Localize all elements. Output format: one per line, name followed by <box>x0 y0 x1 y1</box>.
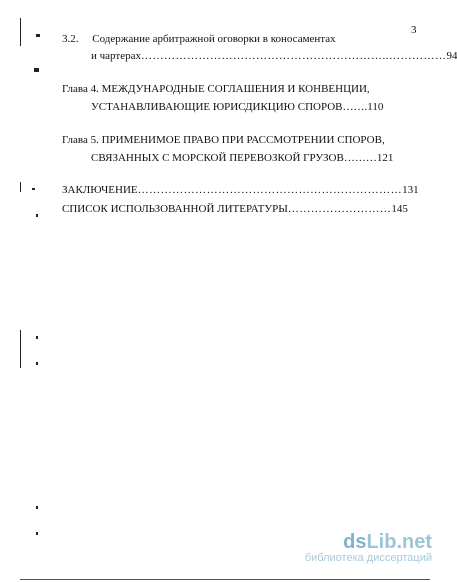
watermark-logo <box>305 532 432 552</box>
toc-bibliography <box>62 202 408 216</box>
toc-chapter-title-cont: СВЯЗАННЫХ С МОРСКОЙ ПЕРЕВОЗКОЙ ГРУЗОВ……… <box>91 152 377 164</box>
toc-chapter-5-line2 <box>91 151 393 165</box>
scan-artifact <box>36 506 38 509</box>
watermark <box>305 532 432 564</box>
toc-chapter-title: Глава 4. МЕЖДУНАРОДНЫЕ СОГЛАШЕНИЯ И КОНВЕНЦИИ, <box>62 83 370 95</box>
scan-artifact <box>20 330 21 368</box>
watermark-logo-ds: ds <box>343 531 367 553</box>
scan-artifact <box>36 336 38 339</box>
scan-artifact <box>36 34 40 37</box>
toc-chapter-title: Глава 5. ПРИМЕНИМОЕ ПРАВО ПРИ РАССМОТРЕНИИ СПОРОВ, <box>62 134 385 146</box>
toc-bibliography-label: СПИСОК ИСПОЛЬЗОВАННОЙ ЛИТЕРАТУРЫ <box>62 203 288 215</box>
toc-section-title: Содержание арбитражной оговорки в коносаментах <box>92 33 336 45</box>
scan-artifact <box>36 214 38 217</box>
watermark-logo-lib: Lib.net <box>366 531 432 553</box>
scan-artifact <box>36 362 38 365</box>
toc-page-number: 121 <box>376 152 394 164</box>
toc-leader-dots: ………………………………………………………..…………… <box>140 50 447 62</box>
toc-page-number: 94 <box>446 50 457 62</box>
page-number: 3 <box>411 24 417 36</box>
toc-leader-dots: …………………………………………………………… <box>137 184 403 196</box>
toc-conclusion-label: ЗАКЛЮЧЕНИЕ <box>62 184 138 196</box>
scan-artifact <box>20 182 21 192</box>
toc-chapter-title-cont: УСТАНАВЛИВАЮЩИЕ ЮРИСДИКЦИЮ СПОРОВ……. <box>91 101 368 113</box>
toc-chapter-4-line2 <box>91 100 383 114</box>
scan-bottom-edge <box>20 579 430 580</box>
watermark-tagline: библиотека диссертаций <box>304 552 432 564</box>
toc-page-number: 131 <box>402 184 419 196</box>
scan-artifact <box>36 532 38 535</box>
toc-conclusion <box>62 183 419 197</box>
scan-artifact <box>20 18 21 46</box>
toc-leader-dots: ……………………… <box>287 203 392 215</box>
toc-page-number: 110 <box>367 101 384 113</box>
toc-page-number: 145 <box>391 203 408 215</box>
toc-section-title-cont: и чартерах <box>91 50 141 62</box>
toc-chapter-4-line1 <box>62 82 370 96</box>
toc-entry-3-2-line2 <box>91 49 457 63</box>
toc-entry-3-2-line1 <box>62 32 336 46</box>
toc-section-number: 3.2. <box>62 33 79 45</box>
scan-artifact <box>34 68 39 72</box>
scan-artifact <box>32 188 35 190</box>
toc-chapter-5-line1 <box>62 133 385 147</box>
